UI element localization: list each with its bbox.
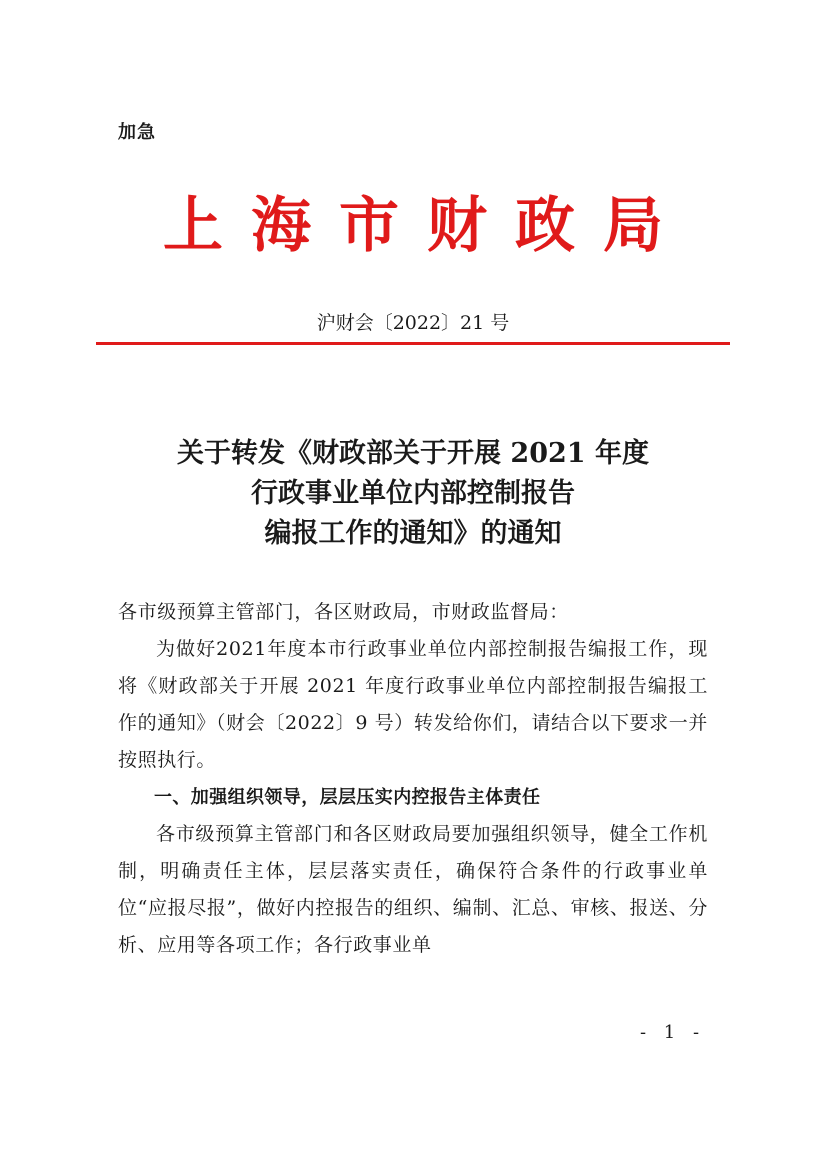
- title-line: 关于转发《财政部关于开展 2021 年度: [177, 438, 649, 469]
- agency-name: 上海市财政局: [163, 191, 691, 261]
- section-heading: 一、加强组织领导，层层压实内控报告主体责任: [154, 787, 541, 808]
- title-line: 编报工作的通知》的通知: [264, 518, 562, 549]
- document-body: [118, 594, 708, 964]
- body-paragraph: 各市级预算主管部门和各区财政局要加强组织领导，健全工作机制，明确责任主体，层层落实责任，确保符合条件的行政事业单位“应报尽报”，做好内控报告的组织、编制、汇总、审核、报送、分析、应用等各项工作；各行政事业单: [118, 823, 708, 956]
- body-paragraph: 为做好2021年度本市行政事业单位内部控制报告编报工作，现将《财政部关于开展 2021 年度行政事业单位内部控制报告编报工作的通知》（财会〔2022〕9 号）转发给你们，请结合以下要求一并按照执行。: [118, 638, 708, 771]
- title-line: 行政事业单位内部控制报告: [251, 478, 575, 509]
- document-number: 沪财会〔2022〕21 号: [316, 312, 510, 334]
- red-divider: [96, 342, 730, 345]
- salutation: 各市级预算主管部门，各区财政局，市财政监督局：: [118, 601, 569, 623]
- document-title: [96, 434, 730, 554]
- page-number: - 1 -: [640, 1022, 706, 1043]
- urgency-label: 加急: [118, 122, 156, 143]
